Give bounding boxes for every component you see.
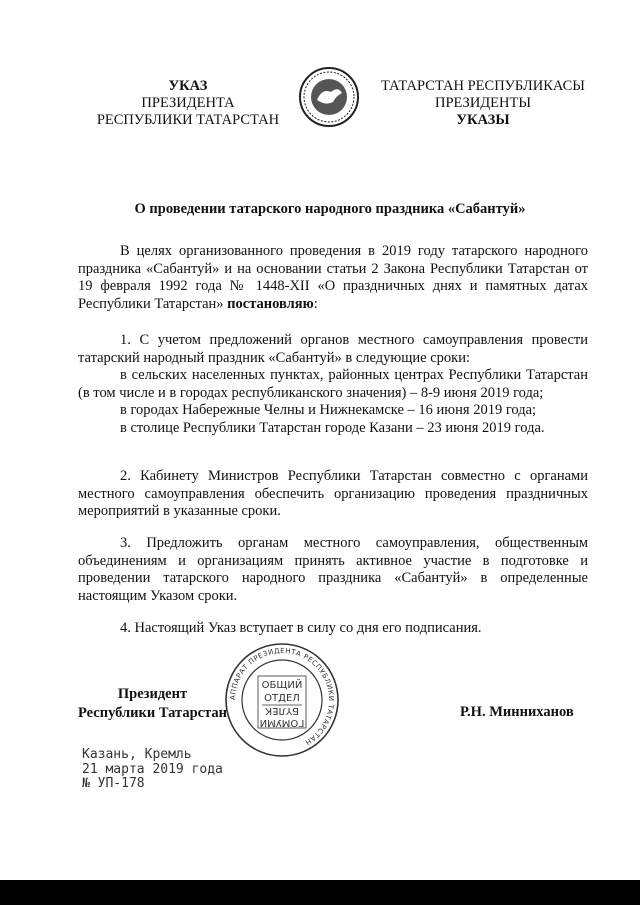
item-3 bbox=[78, 535, 588, 605]
item-2-text: 2. Кабинету Министров Республики Татарстан совместно с органами местного самоуправления обеспечить организацию проведения праздничных мероприятий в указанные сроки. bbox=[78, 468, 588, 519]
stamp-line1: ОБЩИЙ bbox=[261, 680, 303, 691]
document-title: О проведении татарского народного праздника «Сабантуй» bbox=[134, 201, 526, 217]
header-right bbox=[372, 78, 594, 129]
footer-block bbox=[82, 748, 223, 792]
emblem-icon bbox=[298, 66, 360, 128]
item-2 bbox=[78, 468, 588, 521]
footer-place: Казань, Кремль bbox=[82, 747, 192, 762]
stamp-line2: ОТДЕЛ bbox=[264, 693, 300, 704]
item-4-text: 4. Настоящий Указ вступает в силу со дня его подписания. bbox=[120, 620, 482, 636]
item-1-text: 1. С учетом предложений органов местного самоуправления провести татарский народный праздник «Сабантуй» в следующие сроки: bbox=[78, 332, 588, 366]
stamp-ring-text: АППАРАТ ПРЕЗИДЕНТА РЕСПУБЛИКИ ТАТАРСТАН bbox=[228, 646, 336, 747]
stamp-seal bbox=[222, 640, 342, 760]
header-right-line1: ТАТАРСТАН РЕСПУБЛИКАСЫ bbox=[381, 78, 585, 94]
header-left-line3: РЕСПУБЛИКИ ТАТАРСТАН bbox=[96, 112, 280, 128]
header-right-line3: УКАЗЫ bbox=[456, 112, 510, 128]
item-3-text: 3. Предложить органам местного самоуправления, общественным объединениям и организациям принять активное участие в подготовке и проведении татарского народного праздника «Сабантуй» в определенные настоящим Указом сроки. bbox=[78, 535, 588, 604]
item-1a-text: в сельских населенных пунктах, районных центрах Республики Татарстан (в том числе и в городах республиканского значения) – 8-9 июня 2019 года; bbox=[78, 367, 588, 401]
item-4 bbox=[78, 620, 588, 638]
header-left-line2: ПРЕЗИДЕНТА bbox=[141, 95, 235, 111]
header-left bbox=[88, 78, 288, 129]
scan-bottom-border bbox=[0, 880, 640, 905]
footer-date: 21 марта 2019 года bbox=[82, 761, 223, 777]
stamp-line3: ГОМУМИ bbox=[259, 717, 305, 728]
signature-title bbox=[70, 685, 235, 723]
stamp-line4: БҮЛЕК bbox=[265, 705, 299, 716]
signature-title-line2: Республики Татарстан bbox=[78, 705, 227, 721]
item-1c-text: в столице Республики Татарстан городе Казани – 23 июня 2019 года. bbox=[120, 419, 545, 436]
intro-decree-word: постановляю bbox=[227, 295, 314, 312]
signature-name: Р.Н. Минниханов bbox=[460, 704, 574, 720]
footer-number: № УП-178 bbox=[82, 776, 145, 791]
intro-colon: : bbox=[313, 295, 318, 312]
intro-paragraph bbox=[78, 243, 588, 313]
header-right-line2: ПРЕЗИДЕНТЫ bbox=[434, 95, 532, 111]
signature-title-line1: Президент bbox=[117, 686, 188, 702]
header-left-line1: УКАЗ bbox=[168, 78, 208, 94]
intro-text: В целях организованного проведения в 2019 году татарского народного праздника «Сабантуй» и на основании статьи 2 Закона Республики Татарстан от 19 февраля 1992 года № 1448-XII «О праздничных днях и памятных датах Республики Татарстан» bbox=[78, 243, 588, 312]
item-1b-text: в городах Набережные Челны и Нижнекамске – 16 июня 2019 года; bbox=[120, 402, 537, 418]
item-1 bbox=[78, 332, 588, 437]
